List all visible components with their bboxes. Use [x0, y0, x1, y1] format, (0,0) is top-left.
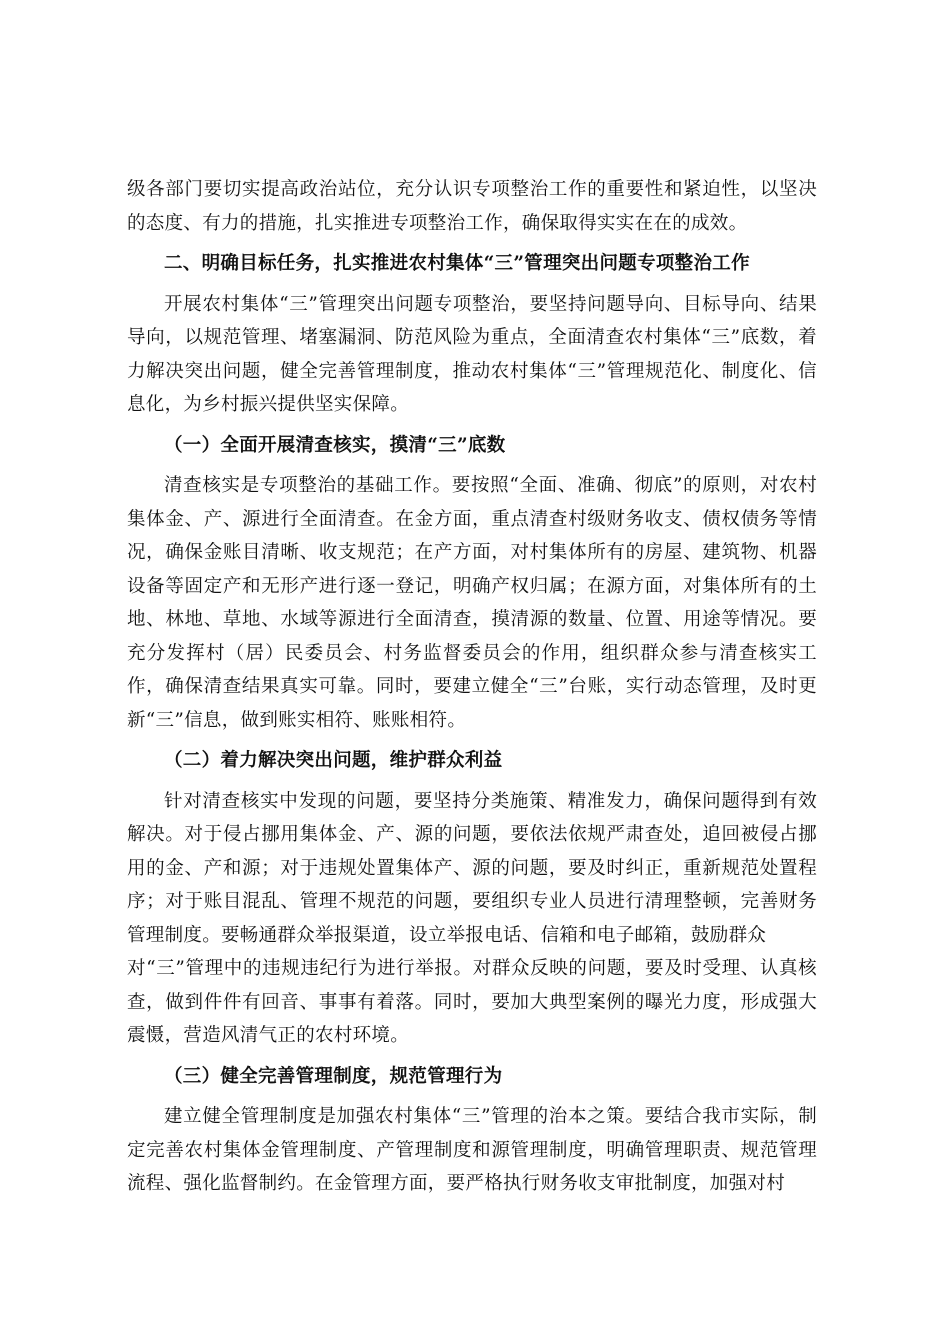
- paragraph-continued: 级各部门要切实提高政治站位，充分认识专项整治工作的重要性和紧迫性，以坚决的态度、有力的措施，扎实推进专项整治工作，确保取得实实在在的成效。: [127, 179, 817, 234]
- paragraph-verification: 清查核实是专项整治的基础工作。要按照“全面、准确、彻底”的原则，对农村集体金、产、源进行全面清查。在金方面，重点清查村级财务收支、债权债务等情况，确保金账目清晰、收支规范；在产方面，对村集体所有的房屋、建筑物、机器设备等固定产和无形产进行逐一登记，明确产权归属；在源方面，对集体所有的土地、林地、草地、水域等源进行全面清查，摸清源的数量、位置、用途等情况。要充分发挥村（居）民委员会、村务监督委员会的作用，组织群众参与清查核实工作，确保清查结果真实可靠。同时，要建立健全“三”台账，实行动态管理，及时更新“三”信息，做到账实相符、账账相符。: [127, 475, 817, 731]
- paragraph-problems-part2: 对“三”管理中的违规违纪行为进行举报。对群众反映的问题，要及时受理、认真核查，做到件件有回音、事事有着落。同时，要加大典型案例的曝光力度，形成强大震慑，营造风清气正的农村环境。: [127, 958, 817, 1046]
- subheading-2: （二）着力解决突出问题，维护群众利益: [164, 750, 503, 771]
- document-page: [127, 173, 817, 1201]
- paragraph-section2-intro: 开展农村集体“三”管理突出问题专项整治，要坚持问题导向、目标导向、结果导向，以规范管理、堵塞漏洞、防范风险为重点，全面清查农村集体“三”底数，着力解决突出问题，健全完善管理制度，推动农村集体“三”管理规范化、制度化、信息化，为乡村振兴提供坚实保障。: [127, 293, 817, 415]
- paragraph-management-system: 建立健全管理制度是加强农村集体“三”管理的治本之策。要结合我市实际，制定完善农村集体金管理制度、产管理制度和源管理制度，明确管理职责、规范管理流程、强化监督制约。在金管理方面，要严格执行财务收支审批制度，加强对村: [127, 1106, 817, 1194]
- subheading-3: （三）健全完善管理制度，规范管理行为: [164, 1065, 503, 1087]
- paragraph-problems-part1: 针对清查核实中发现的问题，要坚持分类施策、精准发力，确保问题得到有效解决。对于侵占挪用集体金、产、源的问题，要依法依规严肃查处，追回被侵占挪用的金、产和源；对于违规处置集体产、源的问题，要及时纠正，重新规范处置程序；对于账目混乱、管理不规范的问题，要组织专业人员进行清理整顿，完善财务管理制度。要畅通群众举报渠道，设立举报电话、信箱和电子邮箱，鼓励群众: [127, 790, 817, 946]
- subheading-1: （一）全面开展清查核实，摸清“三”底数: [164, 434, 506, 456]
- section-heading-2: 二、明确目标任务，扎实推进农村集体“三”管理突出问题专项整治工作: [164, 253, 750, 274]
